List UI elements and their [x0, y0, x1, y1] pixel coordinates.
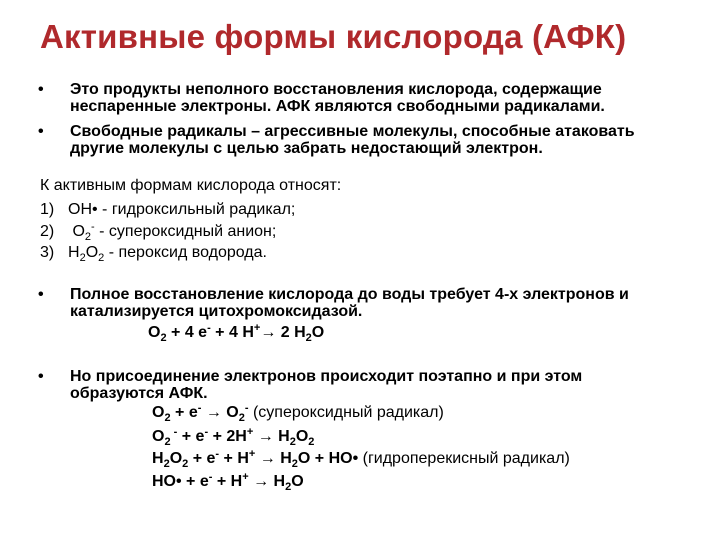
- slide-title: Активные формы кислорода (АФК): [40, 18, 627, 55]
- equation-main: $O_2 + 4$ e- + 4 H+→ 2 $H_2O$: [148, 322, 325, 344]
- bullet-dot: •: [38, 286, 44, 303]
- list-number: 2): [40, 223, 55, 240]
- list-desc: - супероксидный анион;: [94, 223, 277, 240]
- list-desc: - пероксид водорода.: [104, 244, 267, 261]
- reaction-note: (гидроперекисный радикал): [358, 450, 570, 467]
- bullet-dot: •: [38, 81, 44, 98]
- bullet-dot: •: [38, 368, 44, 385]
- list-desc: - гидроксильный радикал;: [97, 201, 296, 218]
- reaction-4: HO• + $e^- + H^+ \to H_2O$: [152, 471, 304, 493]
- bullet-text: Это продукты неполного восстановления кислорода, содержащие неспаренные электроны. АФК являются свободными радикалами.: [70, 81, 605, 115]
- reaction-3: $H_2O_2 + e^- + H^+ \to H_2O$ + HO• (гидроперекисный радикал): [152, 448, 570, 470]
- bullet-dot: •: [38, 123, 44, 140]
- bullet-text: Полное восстановление кислорода до воды требует 4-х электронов и катализируется цитохромоксидазой.: [70, 286, 629, 320]
- bullet-text: Свободные радикалы – агрессивные молекулы, способные атаковать другие молекулы с целью забрать недостающий электрон.: [70, 123, 635, 157]
- reaction-note: (супероксидный радикал): [248, 404, 444, 421]
- formula: OH•: [68, 201, 98, 218]
- reaction-2: $O_2$ $^- + e^- + 2H^+ \to H_2O_2$: [152, 426, 315, 448]
- reaction-1: $O_2 + e^- \to O_2^-$ (супероксидный радикал): [152, 402, 444, 424]
- intro-text: К активным формам кислорода относят:: [40, 177, 342, 194]
- list-number: 3): [40, 244, 55, 261]
- list-item: 3) $H_2O_2$ - пероксид водорода.: [40, 244, 267, 264]
- list-item: [40, 201, 295, 219]
- list-item: 2) $O_2^-$ - супероксидный анион;: [40, 221, 277, 243]
- list-number: 1): [40, 201, 55, 218]
- formula: O: [72, 223, 85, 240]
- bullet-text: Но присоединение электронов происходит поэтапно и при этом образуются АФК.: [70, 368, 583, 402]
